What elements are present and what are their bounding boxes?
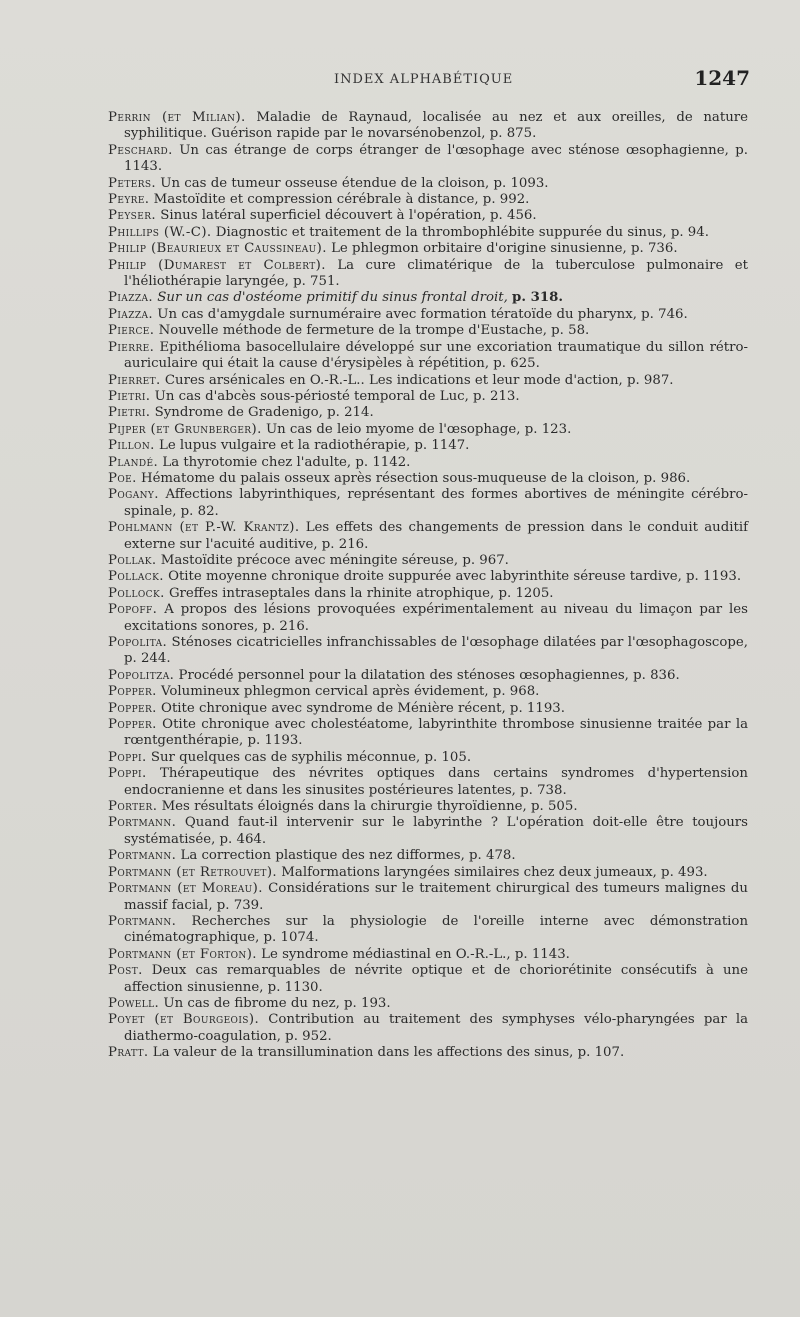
entry-author: Popolita.: [108, 635, 168, 650]
index-entry: [108, 947, 748, 963]
index-entry: [108, 520, 748, 553]
index-entry: [108, 717, 748, 750]
entry-text: Sur quelques cas de syphilis méconnue, p. 105.: [150, 749, 472, 765]
entry-text: Quand faut-il intervenir sur le labyrinthe ? L'opération doit-elle être toujours systématisée, p. 464.: [124, 815, 748, 847]
index-entry: [108, 1012, 748, 1045]
index-entry: [108, 1045, 748, 1061]
entry-author: Pollock.: [108, 585, 165, 601]
entry-author: Plandé.: [108, 454, 159, 470]
index-entry: [108, 553, 748, 569]
entry-author: Piazza.: [108, 306, 154, 322]
entry-author: Powell.: [108, 995, 160, 1011]
index-entry: [108, 307, 748, 323]
index-entry: [108, 668, 748, 684]
index-entry: [108, 192, 748, 208]
entry-text: Syndrome de Gradenigo, p. 214.: [154, 405, 374, 421]
index-entry: [108, 602, 748, 635]
entry-author: Popper.: [108, 684, 157, 700]
entry-text: Diagnostic et traitement de la thrombophlébite suppurée du sinus, p. 94.: [215, 224, 709, 240]
entry-author: Peschard.: [108, 142, 173, 158]
entry-text: Greffes intraseptales dans la rhinite atrophique, p. 1205.: [168, 585, 554, 601]
index-entry: [108, 569, 748, 585]
entry-text: A propos des lésions provoquées expérimentalement au niveau du limaçon par les excitations sonores, p. 216.: [124, 602, 748, 634]
entry-text: Epithélioma basocellulaire développé sur une excoriation traumatique du sillon rétro-auriculaire qui était la cause d'érysipèles à répétition, p. 625.: [124, 339, 748, 372]
entry-page-ref: p. 318.: [512, 290, 563, 306]
entry-text: La valeur de la transillumination dans les affections des sinus, p. 107.: [152, 1045, 625, 1061]
entry-text: Hématome du palais osseux après résection sous-muqueuse de la cloison, p. 986.: [140, 470, 691, 486]
index-entry: [108, 815, 748, 848]
entry-text: Sur un cas d'ostéome primitif du sinus frontal droit,: [157, 290, 508, 306]
index-entry: [108, 208, 748, 224]
index-entry: [108, 340, 748, 373]
entry-author: Pollack.: [108, 569, 164, 585]
entry-author: Porter.: [108, 799, 158, 815]
index-entry: [108, 225, 748, 241]
entry-author: Pierre.: [108, 339, 155, 355]
entry-author: Pratt.: [108, 1045, 149, 1061]
index-entry: [108, 422, 748, 438]
entry-author: Piazza.: [108, 290, 154, 306]
index-entry: [108, 963, 748, 996]
entry-text: Recherches sur la physiologie de l'oreille interne avec démonstration cinématographique, p. 1074.: [124, 913, 749, 946]
entry-author: Poyet (et Bourgeois).: [108, 1012, 260, 1028]
entry-text: Un cas de leio myome de l'œsophage, p. 123.: [265, 421, 572, 437]
index-entries: [108, 110, 748, 1062]
entry-author: Pierce.: [108, 323, 155, 339]
entry-text: Cures arsénicales en O.-R.-L.. Les indications et leur mode d'action, p. 987.: [164, 372, 674, 388]
index-entry: [108, 996, 748, 1012]
entry-author: Portmann (et Retrouvet).: [108, 864, 278, 880]
index-entry: [108, 241, 748, 257]
entry-text: Un cas de tumeur osseuse étendue de la cloison, p. 1093.: [160, 175, 549, 191]
index-entry: [108, 914, 748, 947]
entry-author: Pijper (et Grunberger).: [108, 421, 262, 437]
entry-text: La thyrotomie chez l'adulte, p. 1142.: [162, 454, 411, 470]
entry-author: Poe.: [108, 470, 137, 486]
entry-text: Deux cas remarquables de névrite optique et de choriorétinite consécutifs à une affection sinusienne, p. 1130.: [124, 963, 748, 995]
entry-author: Peters.: [108, 175, 157, 191]
entry-author: Popolitza.: [108, 667, 175, 683]
entry-text: Un cas de fibrome du nez, p. 193.: [163, 995, 391, 1011]
entry-author: Phillips (W.-C).: [108, 224, 212, 240]
entry-author: Pollak.: [108, 552, 157, 568]
index-entry: [108, 438, 748, 454]
index-entry: [108, 635, 748, 668]
running-title: INDEX ALPHABÉTIQUE: [334, 72, 514, 87]
index-entry: [108, 586, 748, 602]
entry-text: Considérations sur le traitement chirurgical des tumeurs malignes du massif facial, p. 739.: [124, 881, 748, 913]
entry-text: Procédé personnel pour la dilatation des sténoses œsophagiennes, p. 836.: [178, 667, 680, 683]
entry-text: Thérapeutique des névrites optiques dans certains syndromes d'hypertension endocranienne et dans les sinusites postérieures latentes, p. 738.: [124, 766, 748, 798]
index-entry: [108, 323, 748, 339]
entry-text: La correction plastique des nez difformes, p. 478.: [180, 848, 516, 864]
entry-text: Le lupus vulgaire et la radiothérapie, p. 1147.: [158, 438, 470, 454]
entry-author: Portmann.: [108, 913, 177, 929]
index-entry: [108, 405, 748, 421]
entry-text: Sinus latéral superficiel découvert à l'opération, p. 456.: [160, 208, 537, 224]
index-entry: [108, 750, 748, 766]
index-entry: [108, 684, 748, 700]
index-entry: [108, 176, 748, 192]
entry-text: Volumineux phlegmon cervical après évidement, p. 968.: [161, 684, 540, 700]
entry-author: Popper.: [108, 717, 157, 733]
entry-text: Otite moyenne chronique droite suppurée avec labyrinthite séreuse tardive, p. 1193.: [168, 569, 742, 585]
entry-text: Le phlegmon orbitaire d'origine sinusienne, p. 736.: [331, 241, 678, 257]
entry-author: Pietri.: [108, 405, 151, 421]
entry-author: Portmann (et Forton).: [108, 946, 257, 962]
entry-author: Pierret.: [108, 372, 161, 388]
entry-author: Poppi.: [108, 766, 147, 782]
entry-author: Portmann (et Moreau).: [108, 881, 263, 897]
entry-text: Malformations laryngées similaires chez deux jumeaux, p. 493.: [281, 864, 708, 880]
index-entry: [108, 766, 748, 799]
index-entry: [108, 865, 748, 881]
index-entry: [108, 290, 748, 306]
index-entry: [108, 389, 748, 405]
index-entry: [108, 799, 748, 815]
entry-text: Un cas d'abcès sous-périosté temporal de Luc, p. 213.: [154, 388, 520, 404]
entry-author: Peyre.: [108, 192, 150, 208]
entry-author: Portmann.: [108, 815, 177, 831]
entry-author: Popper.: [108, 700, 157, 716]
entry-text: Otite chronique avec cholestéatome, labyrinthite thrombose sinusienne traitée par la rœntgenthérapie, p. 1193.: [124, 717, 748, 749]
entry-author: Pietri.: [108, 388, 151, 404]
index-entry: [108, 258, 748, 291]
index-entry: [108, 373, 748, 389]
entry-text: Affections labyrinthiques, représentant des formes abortives de méningite cérébro-spinale, p. 82.: [124, 487, 748, 519]
entry-author: Poppi.: [108, 749, 147, 765]
index-entry: [108, 143, 748, 176]
entry-author: Pogany.: [108, 487, 159, 503]
entry-text: Mastoïdite et compression cérébrale à distance, p. 992.: [153, 192, 530, 208]
entry-text: Mastoïdite précoce avec méningite séreuse, p. 967.: [160, 552, 509, 568]
entry-text: Otite chronique avec syndrome de Ménière récent, p. 1193.: [161, 700, 565, 716]
entry-text: Maladie de Raynaud, localisée au nez et aux oreilles, de nature syphilitique. Guérison rapide par le novarsénobenzol, p. 875.: [124, 110, 748, 142]
index-entry: [108, 471, 748, 487]
entry-author: Pillon.: [108, 438, 155, 454]
index-entry: [108, 455, 748, 471]
entry-author: Philip (Dumarest et Colbert).: [108, 257, 326, 273]
entry-text: Le syndrome médiastinal en O.-R.-L., p. 1143.: [261, 946, 570, 962]
entry-text: Un cas étrange de corps étranger de l'œsophage avec sténose œsophagienne, p. 1143.: [124, 142, 748, 175]
entry-author: Peyser.: [108, 208, 156, 224]
entry-author: Philip (Beaurieux et Caussineau).: [108, 241, 327, 257]
entry-text: Un cas d'amygdale surnuméraire avec formation tératoïde du pharynx, p. 746.: [157, 306, 688, 322]
entry-author: Pohlmann (et P.-W. Krantz).: [108, 520, 300, 536]
entry-text: Les effets des changements de pression dans le conduit auditif externe sur l'acuité auditive, p. 216.: [124, 520, 748, 552]
entry-text: Nouvelle méthode de fermeture de la trompe d'Eustache, p. 58.: [158, 323, 590, 339]
entry-text: Contribution au traitement des symphyses vélo-pharyngées par la diathermo-coagulation, p. 952.: [124, 1012, 748, 1044]
entry-text: Mes résultats éloignés dans la chirurgie thyroïdienne, p. 505.: [161, 799, 578, 815]
page-header: [108, 66, 750, 92]
index-entry: [108, 848, 748, 864]
entry-author: Perrin (et Milian).: [108, 110, 246, 125]
page-number: 1247: [694, 66, 750, 90]
index-entry: [108, 881, 748, 914]
entry-author: Post.: [108, 963, 143, 979]
entry-author: Popoff.: [108, 602, 158, 618]
entry-text: Sténoses cicatricielles infranchissables de l'œsophage dilatées par l'œsophagoscope, p. 244.: [124, 635, 748, 667]
entry-author: Portmann.: [108, 848, 177, 864]
index-entry: [108, 487, 748, 520]
entry-text: La cure climatérique de la tuberculose pulmonaire et l'héliothérapie laryngée, p. 751.: [124, 257, 748, 290]
index-entry: [108, 110, 748, 143]
index-entry: [108, 701, 748, 717]
